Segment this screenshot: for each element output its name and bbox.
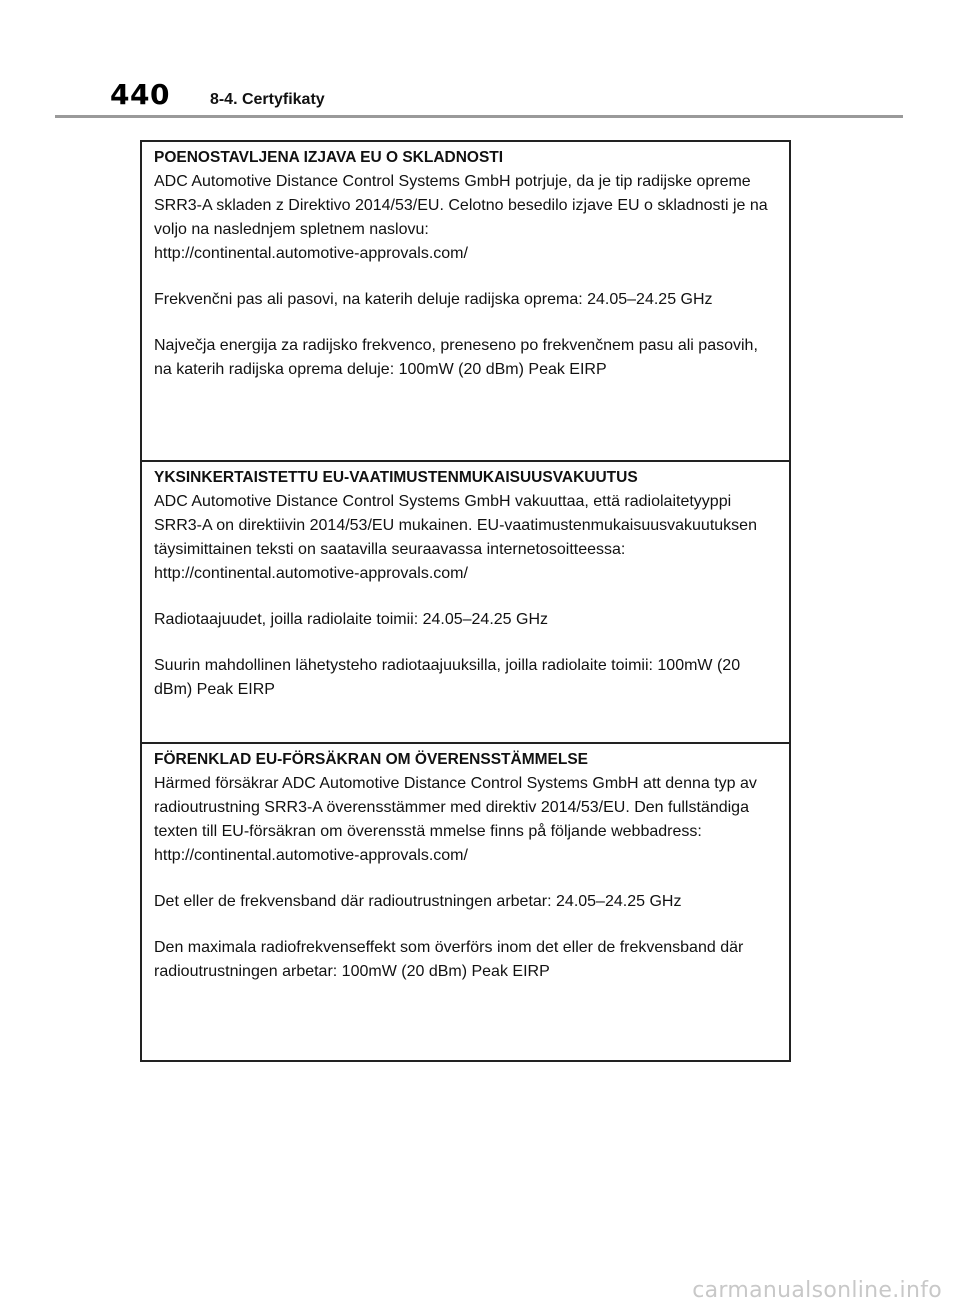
section-title: 8-4. Certyfikaty [209, 91, 325, 108]
page-number: 440 [110, 78, 170, 111]
certificate-heading: FÖRENKLAD EU-FÖRSÄKRAN OM ÖVERENSSTÄMMELSE [154, 751, 589, 768]
page-header [110, 78, 325, 111]
max-power-text: Den maximala radiofrekvenseffekt som överförs inom det eller de frekvensband där radioutrustningen arbetar: 100mW (20 dBm) Peak EIRP [154, 939, 744, 980]
certificate-box [140, 140, 791, 1062]
certificate-body: Härmed försäkrar ADC Automotive Distance Control Systems GmbH att denna typ av radioutrustning SRR3-A överensstämmer med direktiv 2014/53/EU. Den fullständiga texten till EU-försäkran om överensstä mmelse finns på följande webbadress: [154, 775, 757, 840]
certificate-section-slovenian [142, 142, 789, 460]
certificate-section-finnish [142, 460, 789, 742]
certificate-body: ADC Automotive Distance Control Systems GmbH vakuuttaa, että radiolaitetyyppi SRR3-A on direktiivin 2014/53/EU mukainen. EU-vaatimustenmukaisuusvakuutuksen täysimittainen teksti on saatavilla seuraavassa internetosoitteessa: [154, 493, 757, 558]
frequency-band-text: Radiotaajuudet, joilla radiolaite toimii: 24.05–24.25 GHz [154, 611, 549, 628]
certificate-body: ADC Automotive Distance Control Systems GmbH potrjuje, da je tip radijske opreme SRR3-A skladen z Direktivo 2014/53/EU. Celotno besedilo izjave EU o skladnosti je na voljo na naslednjem spletnem naslovu: [154, 173, 768, 238]
site-watermark: carmanualsonline.info [692, 1278, 942, 1303]
approval-link[interactable]: http://continental.automotive-approvals.com/ [154, 847, 468, 864]
frequency-band-text: Frekvenčni pas ali pasovi, na katerih deluje radijska oprema: 24.05–24.25 GHz [154, 291, 713, 308]
max-power-text: Suurin mahdollinen lähetysteho radiotaajuuksilla, joilla radiolaite toimii: 100mW (20 dBm) Peak EIRP [154, 657, 741, 698]
certificate-heading: YKSINKERTAISTETTU EU-VAATIMUSTENMUKAISUUSVAKUUTUS [154, 469, 638, 486]
header-divider [55, 115, 903, 118]
certificate-heading: POENOSTAVLJENA IZJAVA EU O SKLADNOSTI [154, 149, 504, 166]
frequency-band-text: Det eller de frekvensband där radioutrustningen arbetar: 24.05–24.25 GHz [154, 893, 682, 910]
approval-link[interactable]: http://continental.automotive-approvals.com/ [154, 245, 468, 262]
certificate-section-swedish [142, 742, 789, 1060]
approval-link[interactable]: http://continental.automotive-approvals.com/ [154, 565, 468, 582]
max-power-text: Največja energija za radijsko frekvenco, preneseno po frekvenčnem pasu ali pasovih, na katerih radijska oprema deluje: 100mW (20 dBm) Peak EIRP [154, 337, 758, 378]
